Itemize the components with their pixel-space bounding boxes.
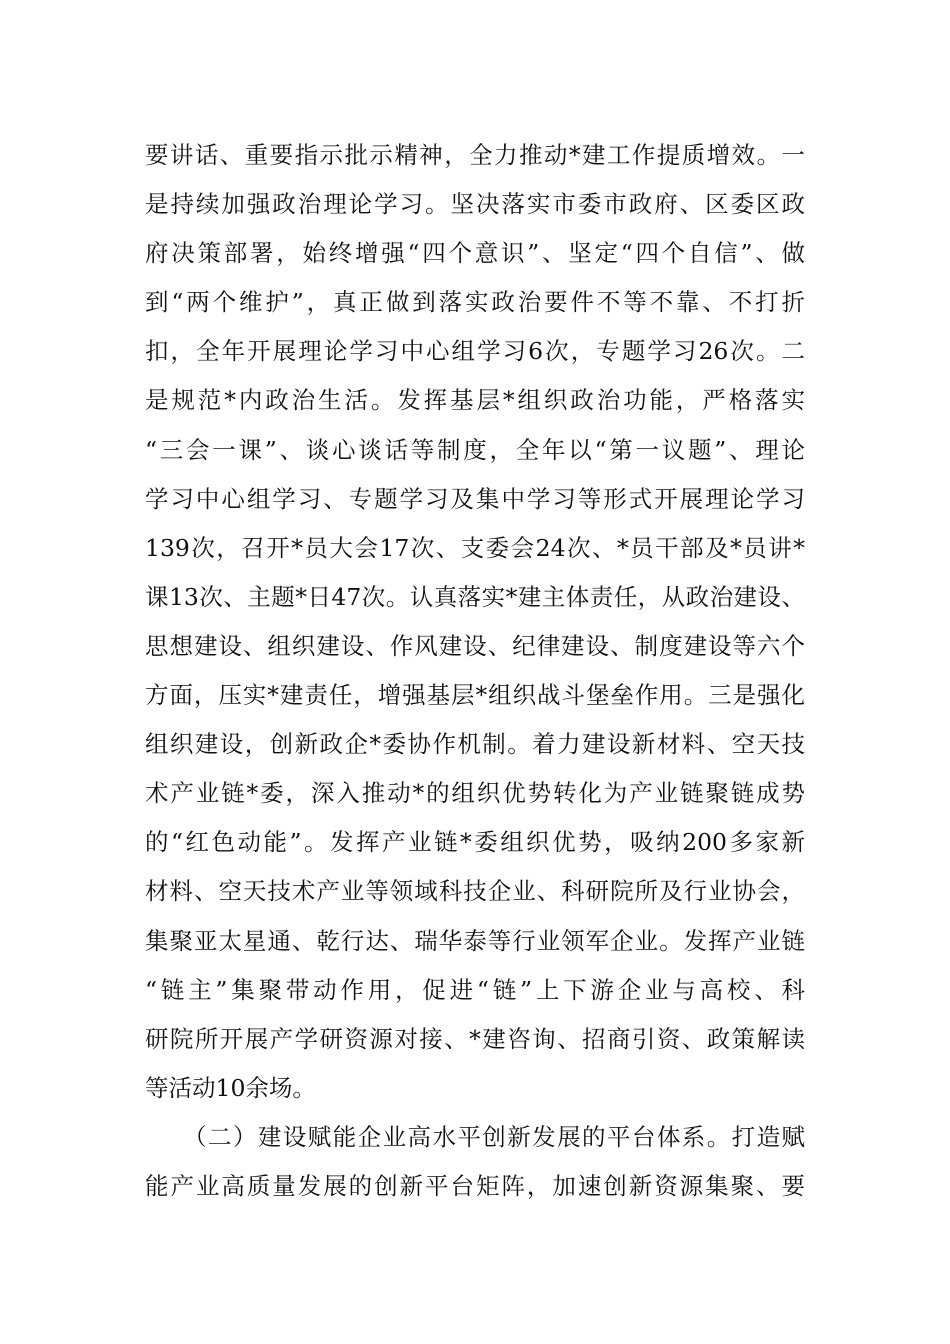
text-line: 术产业链*委，深入推动*的组织优势转化为产业链聚链成势 (145, 779, 805, 808)
text-line: 能产业高质量发展的创新平台矩阵，加速创新资源集聚、要 (145, 1171, 805, 1200)
text-line: 组织建设，创新政企*委协作机制。着力建设新材料、空天技 (145, 730, 805, 759)
text-line: 扣，全年开展理论学习中心组学习6次，专题学习26次。二 (145, 337, 805, 366)
text-line: 府决策部署，始终增强“四个意识”、坚定“四个自信”、做 (145, 239, 805, 268)
text-line: 的“红色动能”。发挥产业链*委组织优势，吸纳200多家新 (145, 828, 805, 857)
text-line: 到“两个维护”，真正做到落实政治要件不等不靠、不打折 (145, 288, 805, 317)
section-heading-line: （二）建设赋能企业高水平创新发展的平台体系。打造赋 (145, 1122, 805, 1151)
body-text (145, 131, 805, 1211)
text-line: 方面，压实*建责任，增强基层*组织战斗堡垒作用。三是强化 (145, 681, 805, 710)
text-line: “链主”集聚带动作用，促进“链”上下游企业与高校、科 (145, 975, 805, 1004)
text-line: 研院所开展产学研资源对接、*建咨询、招商引资、政策解读 (145, 1024, 805, 1053)
text-line: 是持续加强政治理论学习。坚决落实市委市政府、区委区政 (145, 190, 805, 219)
text-line: 139次，召开*员大会17次、支委会24次、*员干部及*员讲* (145, 533, 805, 562)
text-line: “三会一课”、谈心谈话等制度，全年以“第一议题”、理论 (145, 435, 805, 464)
paragraph-end-line: 等活动10余场。 (145, 1073, 316, 1102)
text-line: 课13次、主题*日47次。认真落实*建主体责任，从政治建设、 (145, 582, 805, 611)
text-line: 思想建设、组织建设、作风建设、纪律建设、制度建设等六个 (145, 631, 805, 660)
text-line: 集聚亚太星通、乾行达、瑞华泰等行业领军企业。发挥产业链 (145, 926, 805, 955)
text-line: 要讲话、重要指示批示精神，全力推动*建工作提质增效。一 (145, 141, 805, 169)
text-line: 是规范*内政治生活。发挥基层*组织政治功能，严格落实 (145, 386, 805, 415)
text-line: 学习中心组学习、专题学习及集中学习等形式开展理论学习 (145, 484, 805, 513)
text-line: 材料、空天技术产业等领域科技企业、科研院所及行业协会， (145, 877, 805, 906)
